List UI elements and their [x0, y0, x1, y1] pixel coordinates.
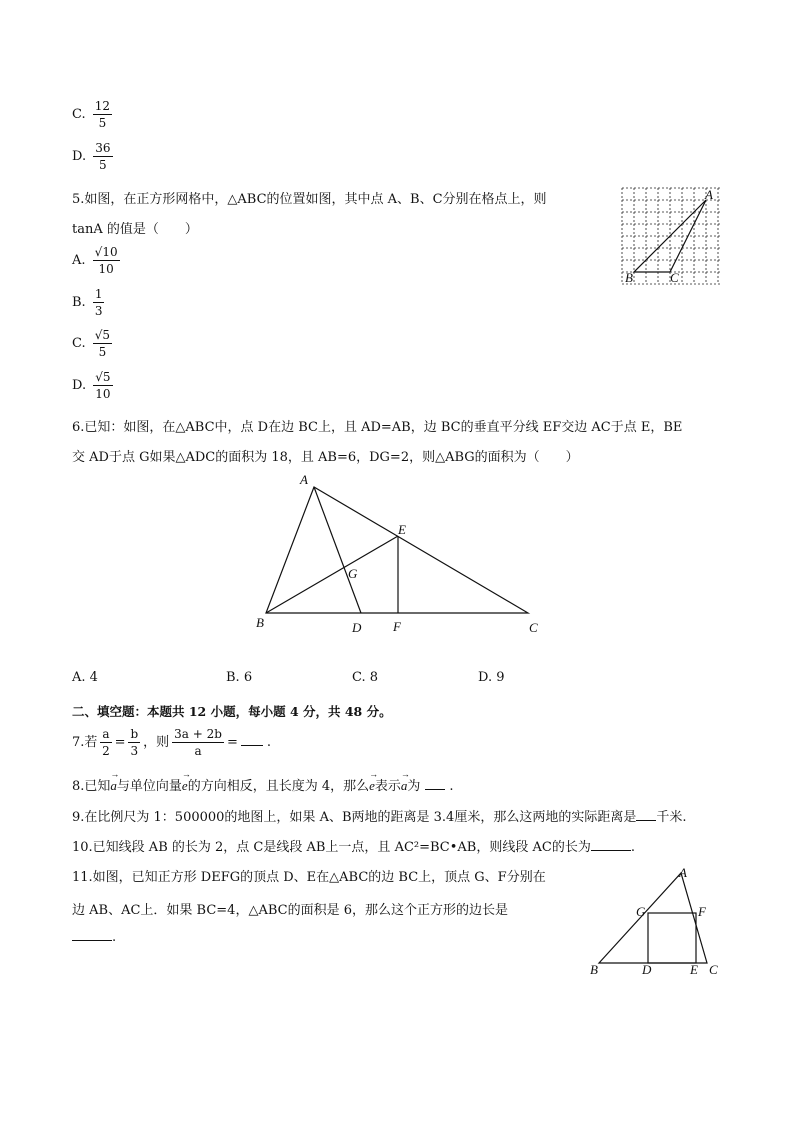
q8: 8.已知→ a与单位向量→ e的方向相反，且长度为 4，那么→ e表示→ a为 .	[72, 775, 454, 794]
label-b: B	[590, 962, 598, 977]
label-e: E	[398, 522, 406, 537]
section-heading: 二、填空题：本题共 12 小题，每小题 4 分，共 48 分。	[72, 704, 392, 719]
option-fraction: $\frac{√10}{10}$	[94, 245, 118, 276]
q6-figure	[250, 470, 550, 640]
label-b: B	[625, 270, 633, 285]
q6-stem-line2: 交 AD于点 G如果△ADC的面积为 18，且 AB=6，DG=2，则△ABG的面积为（ ）	[72, 450, 579, 465]
option-fraction: $\frac{√5}{10}$	[95, 370, 111, 401]
answer-blank[interactable]	[72, 928, 112, 941]
q6-option-b[interactable]: B. 6	[226, 670, 253, 685]
label-d: D	[352, 620, 362, 635]
q9: 9.在比例尺为 1：500000的地图上，如果 A、B两地的距离是 3.4厘米，那么这两地的实际距离是 千米.	[72, 810, 687, 825]
fraction-b-3: $\frac{b}{3}$	[130, 727, 139, 758]
q6-option-a[interactable]: A. 4	[72, 670, 98, 685]
q6-stem-line1: 6.已知：如图，在△ABC中，点 D在边 BC上，且 AD=AB，边 BC的垂直平分线 EF交边 AC于点 E，BE	[72, 420, 683, 435]
q5-option-c[interactable]: C. $\frac{√5}{5}$	[72, 328, 111, 359]
label-a: A	[300, 472, 308, 487]
option-label: C.	[72, 107, 86, 122]
q11-line1: 11.如图，已知正方形 DEFG的顶点 D、E在△ABC的边 BC上，顶点 G、F分别在	[72, 870, 546, 885]
q5-grid-figure	[616, 184, 726, 288]
q4-option-c[interactable]	[72, 100, 115, 129]
label-c: C	[709, 962, 718, 977]
label-a: A	[705, 187, 713, 202]
answer-blank[interactable]	[241, 733, 263, 746]
option-fraction: $\frac{12}{5}$	[94, 99, 111, 130]
vector-a: → a	[110, 778, 117, 794]
label-a: A	[679, 865, 687, 880]
label-g: G	[636, 904, 646, 919]
vector-e: → e	[182, 778, 188, 794]
label-f: F	[393, 619, 401, 634]
label-f: F	[698, 904, 706, 919]
answer-blank[interactable]	[591, 838, 631, 851]
q6-option-c[interactable]: C. 8	[352, 670, 379, 685]
fraction-a-2: $\frac{a}{2}$	[102, 727, 110, 758]
answer-blank[interactable]	[425, 777, 445, 790]
q11-line3: .	[72, 928, 116, 945]
triangle-abc	[599, 873, 707, 963]
triangle-abc	[266, 487, 528, 613]
q5-option-d[interactable]: D. $\frac{√5}{10}$	[72, 370, 111, 401]
q11-line2: 边 AB、AC上．如果 BC=4，△ABC的面积是 6，那么这个正方形的边长是	[72, 903, 508, 918]
q6-option-d[interactable]: D. 9	[478, 670, 505, 685]
label-d: D	[642, 962, 652, 977]
label-e: E	[690, 962, 698, 977]
option-label: D.	[72, 149, 87, 164]
q5-stem-line2: tanA 的值是（ ）	[72, 222, 198, 237]
q4-option-d[interactable]	[72, 142, 116, 171]
label-c: C	[529, 620, 538, 635]
option-fraction: $\frac{1}{3}$	[94, 287, 103, 318]
fraction-expression: $\frac{3a + 2b}{a}$	[174, 727, 222, 758]
segment-be	[266, 536, 398, 613]
label-g: G	[348, 566, 358, 581]
q10: 10.已知线段 AB 的长为 2，点 C是线段 AB上一点，且 AC²=BC•AB，则线段 AC的长为 .	[72, 840, 635, 855]
q5-stem-line1: 5.如图，在正方形网格中，△ABC的位置如图，其中点 A、B、C分别在格点上，则	[72, 192, 547, 207]
segment-ad	[314, 487, 361, 613]
label-c: C	[670, 270, 679, 285]
option-fraction: $\frac{√5}{5}$	[94, 328, 111, 359]
q5-option-a[interactable]: A. $\frac{√10}{10}$	[72, 245, 118, 276]
answer-blank[interactable]	[636, 808, 656, 821]
label-b: B	[256, 615, 264, 630]
q5-option-b[interactable]: B. $\frac{1}{3}$	[72, 287, 103, 318]
vector-e: → e	[369, 778, 375, 794]
square-defg	[648, 913, 696, 963]
q7: 7.若 $\frac{a}{2}$ = $\frac{b}{3}$ ，则 $\frac{3a + 2b}{a}$ = .	[72, 727, 272, 758]
vector-a: → a	[401, 778, 408, 794]
option-fraction: $\frac{36}{5}$	[95, 141, 111, 172]
q11-figure	[584, 860, 724, 980]
